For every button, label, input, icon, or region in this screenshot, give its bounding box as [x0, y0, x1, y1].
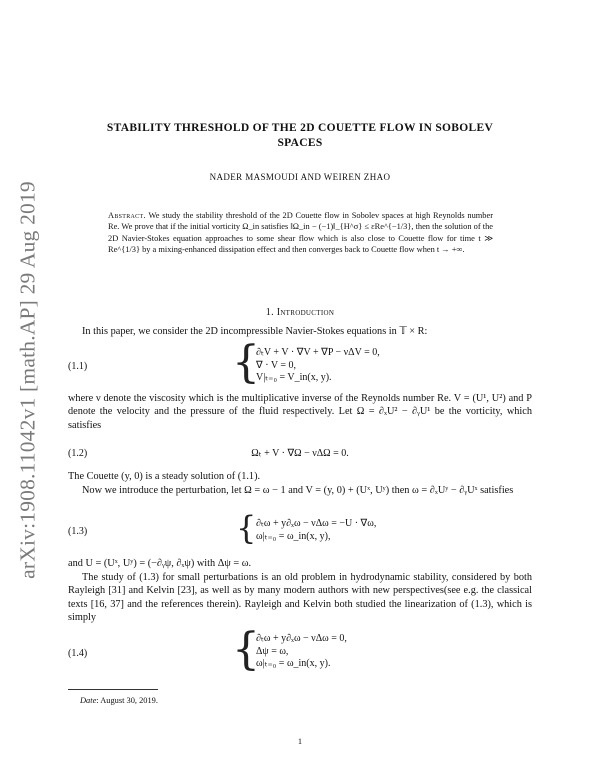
perturbation-para: Now we introduce the perturbation, let Ω = ω − 1 and V = (y, 0) + (Uˣ, Uʸ) then ω = ∂ₓUʸ − ∂ᵧUˣ satisfies [82, 485, 514, 496]
eq-1-4-line-2: Δψ = ω, [256, 645, 289, 657]
eq-1-1-line-1: ∂ₜV + V · ∇V + ∇P − νΔV = 0, [256, 347, 380, 358]
footnote-text: : August 30, 2019. [96, 696, 158, 705]
eq-1-1-line-3: V|ₜ₌₀ = V_in(x, y). [256, 372, 332, 384]
eq-1-3-line-1: ∂ₜω + y∂ₓω − νΔω = −U · ∇ω, [256, 518, 377, 529]
eq-1-4-line-3: ω|ₜ₌₀ = ω_in(x, y). [256, 658, 331, 670]
abstract-label: Abstract. [108, 211, 146, 220]
eq-1-1-line-2: ∇ · V = 0, [256, 359, 297, 371]
page-number: 1 [297, 737, 303, 746]
authors: NADER MASMOUDI AND WEIREN ZHAO [209, 172, 391, 182]
eq-1-2-number: (1.2) [68, 448, 88, 459]
eq-1-3-line-2: ω|ₜ₌₀ = ω_in(x, y), [256, 530, 331, 542]
eq-1-4 [256, 633, 347, 671]
eq-1-1-number: (1.1) [68, 361, 88, 372]
eq-1-3-number: (1.3) [68, 526, 88, 537]
arxiv-stamp-text: arXiv:1908.11042v1 [math.AP] 29 Aug 2019 [15, 181, 40, 579]
footnote-rule [68, 689, 158, 690]
abstract-text: We study the stability threshold of the 2D Couette flow in Sobolev spaces at high Reynolds number Re. We prove that if the initial vorticity Ω_in satisfies ‖Ω_in − (−1)‖_{H^σ} ≤ εRe^{−1/3}, then the solution of the 2D Navier-Stokes equation approaches to some shear flow which is also close to Couette flow for time t ≫ Re^{1/3} by a mixing-enhanced dissipation effect and then converges back to Couette flow when t → +∞. [108, 211, 493, 255]
title-line-2: SPACES [277, 137, 323, 149]
eq-1-3-brace: { [236, 509, 257, 547]
intro-sentence: In this paper, we consider the 2D incompressible Navier-Stokes equations in 𝕋 × R: [82, 326, 428, 337]
arxiv-stamp [8, 170, 48, 590]
eq-1-3 [256, 518, 376, 543]
footnote [80, 696, 158, 705]
eq-1-4-brace: { [232, 624, 260, 675]
study-para: The study of (1.3) for small perturbations is an old problem in hydrodynamic stability, considered by both Rayleigh [31] and Kelvin [23], as well as by many modern authors with new perspectives(see e.g. the classical texts [16, 37] and the references therein). Rayleigh and Kelvin both studied the linearization of (1.3), which is simply [68, 572, 532, 624]
title-line-1: STABILITY THRESHOLD OF THE 2D COUETTE FLOW IN SOBOLEV [106, 122, 494, 134]
eq-1-1 [256, 347, 380, 385]
eq-1-4-line-1: ∂ₜω + y∂ₓω − νΔω = 0, [256, 633, 347, 644]
after-1-3: and U = (Uˣ, Uʸ) = (−∂ᵧψ, ∂ₓψ) with Δψ = ω. [68, 558, 252, 569]
para-after-1-1: where ν denote the viscosity which is the multiplicative inverse of the Reynolds number Re. V = (U¹, U²) and P denote the velocity and the pressure of the fluid respectively. Let Ω = ∂ₓU² − ∂ᵧU¹ be the vorticity, which satisfies [68, 393, 532, 431]
eq-1-1-brace: { [232, 337, 260, 388]
section-heading: 1. Introduction [265, 307, 335, 318]
footnote-label: Date [80, 696, 97, 705]
eq-1-4-number: (1.4) [68, 648, 88, 659]
eq-1-2: Ωₜ + V · ∇Ω − νΔΩ = 0. [251, 448, 349, 459]
couette-sentence: The Couette (y, 0) is a steady solution of (1.1). [68, 471, 261, 482]
abstract [108, 210, 493, 256]
paper-title [70, 121, 530, 151]
